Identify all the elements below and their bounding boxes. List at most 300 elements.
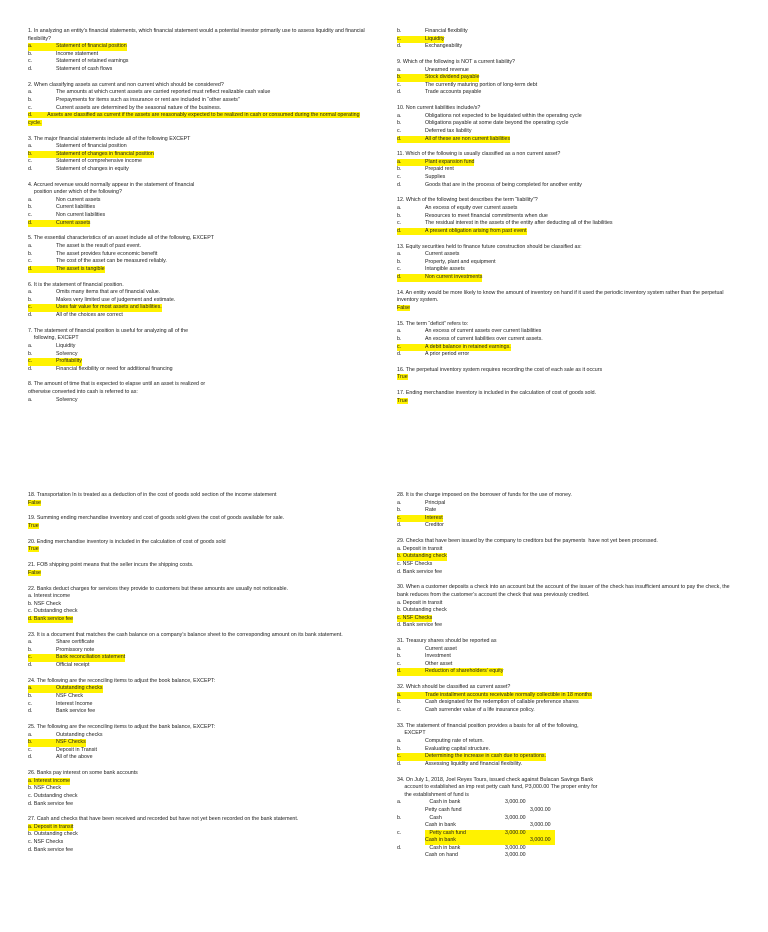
option-b — [397, 213, 742, 221]
option-text: d. Bank service fee — [397, 568, 443, 575]
option-letter: a. — [28, 243, 33, 249]
option-c — [28, 793, 373, 801]
option-a — [397, 546, 742, 554]
account-name: Cash on hand — [425, 852, 458, 859]
option-letter: b. — [28, 350, 33, 357]
question-q2 — [28, 82, 373, 128]
option-text: Omits many items that are of financial value. — [56, 289, 161, 296]
option-text: The amounts at which current assets are carried reported must reflect realizable cash value — [56, 89, 271, 96]
option-a — [28, 639, 373, 647]
option-d — [28, 266, 373, 274]
option-letter: b. — [28, 296, 33, 303]
question-q8b — [397, 28, 742, 51]
answer-value — [397, 398, 742, 406]
question-q21 — [28, 562, 373, 577]
option-b — [28, 647, 373, 655]
option-letter: c. — [397, 707, 402, 713]
option-text: An excess of equity over current assets — [425, 205, 518, 212]
journal-entry-row — [397, 822, 742, 830]
option-letter — [397, 837, 425, 845]
option-text: Outstanding checks — [56, 685, 103, 692]
question-text: 15. The term “deficit” refers to: — [397, 320, 469, 327]
option-a — [28, 824, 373, 832]
option-c — [28, 358, 373, 366]
question-text: 27. Cash and checks that have been received and recorded but have not yet been recorded on the bank statement. — [28, 816, 299, 823]
question-text: 25. The following are the reconciling items to adjust the bank balance, EXCEPT: — [28, 723, 216, 730]
option-text: Liquidity — [425, 35, 445, 42]
option-text: Bank reconciliation statement — [56, 654, 126, 661]
credit-amount: 3,000.00 — [530, 822, 551, 829]
option-text: b. NSF Check — [28, 600, 61, 607]
debit-amount: 3,000.00 — [505, 799, 526, 806]
journal-entry-row — [397, 799, 742, 807]
entry-line — [425, 822, 555, 830]
option-c — [28, 701, 373, 709]
question-text: 34. On July 1, 2018, Joel Reyes Tours, issued check against Bulacan Savings Bank account to established an imp rest petty cash fund, P3,000.00 The proper entry for the establishment of fund is — [397, 776, 598, 798]
option-a — [397, 600, 742, 608]
option-letter: b. — [28, 646, 33, 653]
option-text: Solvency — [56, 350, 78, 357]
question-q15 — [397, 321, 742, 359]
option-text: Determining the increase in cash due to operations. — [425, 753, 547, 760]
option-a — [397, 67, 742, 75]
option-b — [397, 507, 742, 515]
question-q17 — [397, 390, 742, 405]
option-letter: d. — [397, 844, 402, 851]
question-text: 18. Transportation In is treated as a deduction of in the cost of goods sold section of the income statement — [28, 492, 277, 498]
option-letter: a. — [397, 328, 402, 335]
debit-amount: 3,000.00 — [505, 852, 526, 859]
answer-text: True — [397, 397, 408, 404]
option-letter: a. — [28, 143, 33, 150]
option-d — [397, 89, 742, 97]
option-letter: c. — [28, 358, 56, 366]
option-text: Uses fair value for most assets and liabilities. — [56, 304, 162, 311]
option-letter: b. — [28, 151, 56, 159]
option-text: Deferred tax liability — [425, 127, 472, 134]
option-text: b. Outstanding check — [397, 553, 447, 560]
option-letter: a. — [28, 731, 33, 738]
option-b — [397, 74, 742, 82]
option-text: NSF Check — [56, 693, 84, 699]
option-text: c. Outstanding check — [28, 792, 78, 799]
option-letter: c. — [397, 220, 402, 227]
option-b — [28, 785, 373, 793]
option-text: Statement of cash flows — [56, 65, 113, 72]
option-letter: a. — [28, 196, 33, 203]
option-letter: c. — [397, 829, 402, 836]
option-letter: a. — [28, 685, 56, 693]
option-text: b. Outstanding check — [28, 831, 78, 838]
option-text: c. NSF Checks — [397, 614, 433, 621]
option-d — [28, 801, 373, 809]
option-text: Financial flexibility or need for additional financing — [56, 365, 173, 372]
question-q27 — [28, 816, 373, 854]
option-text: Current liabilities — [56, 204, 96, 211]
option-letter: c. — [28, 700, 33, 707]
option-letter: a. — [28, 289, 33, 296]
entry-line — [425, 807, 555, 815]
option-text: d. Assets are classified as current if the assets are reasonably expected to be realized in cash or consumed during the normal operating cycle. — [28, 112, 360, 126]
account-name: Cash in bank — [425, 844, 461, 851]
option-text: Statement of changes in financial position — [56, 150, 154, 157]
option-c — [397, 661, 742, 669]
option-a — [28, 732, 373, 740]
option-text: c. NSF Checks — [28, 839, 64, 846]
question-text: 28. It is the charge imposed on the borrower of funds for the use of money. — [397, 492, 572, 498]
top-right-column — [397, 28, 742, 414]
option-letter: b. — [397, 166, 402, 173]
question-text: 9. Which of the following is NOT a current liability? — [397, 58, 515, 65]
option-letter: b. — [397, 335, 402, 342]
option-letter: a. — [397, 737, 402, 744]
option-b — [28, 601, 373, 609]
option-letter: d. — [397, 522, 402, 529]
option-text: Intangible assets — [425, 266, 465, 273]
option-letter: b. — [397, 74, 425, 82]
question-text: 12. Which of the following best describes the term “liability”? — [397, 197, 538, 204]
option-c — [28, 258, 373, 266]
option-letter: b. — [28, 739, 56, 747]
option-letter: c. — [397, 344, 425, 352]
option-letter: d. — [28, 365, 33, 372]
option-text: Current assets — [425, 251, 460, 258]
answer-value — [28, 523, 373, 531]
option-d — [28, 166, 373, 174]
option-text: Makes very limited use of judgement and estimate. — [56, 296, 176, 303]
option-text: Rate — [425, 507, 437, 514]
answer-text: True — [28, 522, 39, 529]
question-text: 2. When classifying assets as current and non current which should be considered? — [28, 81, 224, 88]
option-b — [28, 251, 373, 259]
option-letter: a. — [28, 89, 33, 96]
entry-line — [425, 845, 555, 853]
option-c — [397, 82, 742, 90]
option-letter: c. — [28, 304, 56, 312]
option-letter: b. — [397, 507, 402, 514]
option-d — [397, 351, 742, 359]
question-q26 — [28, 770, 373, 808]
option-letter: b. — [28, 50, 33, 57]
question-text: 11. Which of the following is usually classified as a non current asset? — [397, 151, 561, 158]
option-text: NSF Checks — [56, 739, 86, 746]
option-a — [397, 646, 742, 654]
option-text: Deposit in Transit — [56, 746, 97, 753]
option-text: Solvency — [56, 396, 78, 403]
credit-amount — [530, 815, 555, 823]
option-letter: b. — [397, 120, 402, 127]
question-text: 30. When a customer deposits a check into an account but the account of the issuer of the check has insufficient amount to pay the check, the bank reduces from the customer’s account the check that was previously credited. — [397, 584, 732, 598]
option-text: The cost of the asset can be measured reliably. — [56, 258, 167, 265]
question-text: 5. The essential characteristics of an asset include all of the following, EXCEPT — [28, 235, 214, 242]
journal-entry-row — [397, 837, 742, 845]
option-d — [397, 228, 742, 236]
option-d — [397, 569, 742, 577]
option-text: Cash designated for the redemption of callable preference shares — [425, 699, 579, 706]
option-text: Statement of financial position — [56, 143, 127, 150]
question-text: 14. An entity would be more likely to know the amount of inventory on hand if it used the periodic inventory system rather than the perpetual inventory system. — [397, 289, 726, 304]
option-letter: c. — [28, 212, 33, 219]
option-text: Reduction of shareholders’ equity — [425, 668, 504, 675]
option-text: Share certificate — [56, 639, 95, 646]
option-letter: a. — [397, 251, 402, 258]
answer-text: True — [28, 546, 39, 553]
option-letter: d. — [28, 708, 33, 715]
option-d — [28, 112, 373, 127]
option-text: d. Bank service fee — [28, 615, 74, 622]
option-letter: d. — [397, 351, 402, 358]
option-text: A present obligation arising from past event — [425, 227, 527, 234]
option-letter: b. — [397, 699, 402, 706]
option-a — [397, 159, 742, 167]
option-b — [397, 259, 742, 267]
option-letter: d. — [28, 311, 33, 318]
option-c — [397, 515, 742, 523]
option-b — [28, 97, 373, 105]
option-text: b. Outstanding check — [397, 607, 447, 614]
question-q25 — [28, 724, 373, 762]
debit-amount — [505, 837, 530, 845]
option-b — [28, 351, 373, 359]
option-letter: b. — [397, 258, 402, 265]
question-text: 24. The following are the reconciling items to adjust the book balance, EXCEPT: — [28, 677, 216, 684]
option-d — [28, 66, 373, 74]
option-text: Statement of comprehensive income — [56, 158, 142, 165]
option-letter: d. — [397, 181, 402, 188]
option-text: a. Interest income — [28, 777, 71, 784]
credit-amount: 3,000.00 — [530, 837, 551, 844]
option-letter: b. — [28, 250, 33, 257]
option-b — [28, 831, 373, 839]
option-letter: c. — [28, 104, 33, 111]
question-q16 — [397, 367, 742, 382]
option-text: Current asset — [425, 645, 457, 652]
question-text: 26. Banks pay interest on some bank accounts — [28, 770, 138, 777]
option-letter: d. — [397, 228, 425, 236]
question-text: 19. Summing ending merchandise inventory and cost of goods sold gives the cost of goods available for sale. — [28, 515, 285, 522]
option-text: Exchangeability — [425, 43, 463, 50]
option-text: Trade installment accounts receivable normally collectible in 18 months — [425, 691, 592, 698]
option-d — [397, 761, 742, 769]
option-letter: a. — [397, 205, 402, 212]
question-text: 4. Accrued revenue would normally appear in the statement of financial position under which of the following? — [28, 181, 195, 196]
option-text: d. Bank service fee — [28, 846, 74, 853]
question-text: 22. Banks deduct charges for services they provide to customers but these amounts are usually not noticeable. — [28, 585, 288, 592]
answer-value — [397, 374, 742, 382]
option-text: The asset is tangible — [56, 265, 105, 272]
journal-entry-row — [397, 830, 742, 838]
question-text: 33. The statement of financial position provides a basis for all of the following, EXCEPT — [397, 722, 579, 737]
option-text: Stock dividend payable — [425, 74, 480, 81]
account-name: Cash in bank — [425, 799, 461, 806]
question-text: 21. FOB shipping point means that the seller incurs the shipping costs. — [28, 562, 194, 569]
option-a — [28, 43, 373, 51]
option-text: Assessing liquidity and financial flexibility. — [425, 760, 523, 767]
option-a — [28, 593, 373, 601]
option-a — [397, 738, 742, 746]
option-c — [28, 747, 373, 755]
option-a — [28, 778, 373, 786]
account-name: Cash in bank — [425, 837, 456, 844]
question-text: 3. The major financial statements include all of the following EXCEPT — [28, 135, 191, 142]
option-c — [397, 753, 742, 761]
option-text: All of the above — [56, 754, 93, 761]
option-d — [397, 274, 742, 282]
option-c — [28, 608, 373, 616]
credit-amount — [530, 830, 555, 838]
question-q31 — [397, 638, 742, 676]
option-text: Interest — [425, 514, 443, 521]
option-letter: c. — [397, 753, 425, 761]
option-c — [28, 304, 373, 312]
option-letter: b. — [397, 814, 402, 821]
option-text: a. Deposit in transit — [397, 599, 443, 606]
option-letter — [397, 822, 425, 830]
question-q24 — [28, 678, 373, 716]
option-text: Evaluating capital structure. — [425, 745, 491, 752]
question-text: 13. Equity securities held to finance future construction should be classified as: — [397, 243, 582, 250]
option-a — [28, 685, 373, 693]
option-d — [28, 312, 373, 320]
option-letter: b. — [28, 96, 33, 103]
option-letter: c. — [397, 266, 402, 273]
option-letter: a. — [28, 639, 33, 646]
option-d — [28, 708, 373, 716]
option-d — [397, 522, 742, 530]
option-text: The residual interest in the assets of the entity after deducting all of the liabilities — [425, 220, 613, 227]
option-letter: c. — [28, 654, 56, 662]
option-c — [28, 654, 373, 662]
option-d — [28, 220, 373, 228]
option-a — [397, 328, 742, 336]
question-q1 — [28, 28, 373, 74]
option-b — [397, 607, 742, 615]
option-text: Statement of financial position — [56, 43, 127, 50]
option-text: Obligations payable at some date beyond the operating cycle — [425, 120, 569, 127]
question-text: 1. In analyzing an entity’s financial statements, which financial statement would a potential investor primarily use to assess liquidity and financial flexibility? — [28, 28, 367, 42]
answer-text: False — [28, 499, 41, 506]
option-letter: d. — [397, 760, 402, 767]
option-letter: d. — [397, 43, 402, 50]
option-text: Trade accounts payable — [425, 89, 482, 96]
bottom-left-column — [28, 492, 373, 862]
option-text: Outstanding checks — [56, 731, 103, 738]
question-text: 20. Ending merchandise inventory is included in the calculation of cost of goods sold — [28, 538, 226, 545]
option-letter: b. — [397, 653, 402, 660]
entry-line — [425, 852, 555, 860]
option-b — [397, 746, 742, 754]
option-letter: a. — [397, 692, 425, 700]
option-text: Current assets — [56, 219, 91, 226]
option-text: Property, plant and equipment — [425, 258, 496, 265]
option-b — [28, 204, 373, 212]
option-text: Plant expansion fund — [425, 158, 475, 165]
debit-amount — [505, 807, 530, 815]
option-a — [28, 89, 373, 97]
option-text: Profitability — [56, 358, 82, 365]
bottom-right-column — [397, 492, 742, 868]
option-c — [397, 615, 742, 623]
option-letter: d. — [28, 662, 33, 669]
option-text: The asset provides future economic benefit — [56, 250, 158, 257]
question-q12 — [397, 197, 742, 235]
option-d — [28, 847, 373, 855]
question-q9 — [397, 59, 742, 97]
option-d — [397, 668, 742, 676]
option-text: Bank service fee — [56, 708, 96, 715]
question-q10 — [397, 105, 742, 143]
option-a — [28, 243, 373, 251]
option-text: Interest Income — [56, 700, 93, 707]
option-letter: a. — [397, 499, 402, 506]
option-letter: a. — [28, 396, 33, 403]
account-name: Cash — [425, 814, 442, 821]
option-text: Non current liabilities — [56, 212, 106, 219]
option-b — [397, 336, 742, 344]
option-a — [28, 343, 373, 351]
option-d — [397, 182, 742, 190]
option-text: Current assets are determined by the seasonal nature of the business. — [56, 104, 222, 111]
option-text: Statement of retained earnings — [56, 58, 129, 65]
top-left-column — [28, 28, 373, 412]
question-text: 10. Non current liabilities include/s? — [397, 105, 481, 112]
question-text: 31. Treasury shares should be reported as — [397, 638, 497, 645]
option-text: Cash surrender value of a life insurance policy. — [425, 707, 535, 713]
option-text: Statement of changes in equity — [56, 165, 129, 172]
question-text: 16. The perpetual inventory system requires recording the cost of each sale as it occurs — [397, 366, 603, 373]
option-c — [28, 58, 373, 66]
debit-amount: 3,000.00 — [505, 844, 526, 851]
option-text: An excess of current liabilities over current assets. — [425, 335, 543, 342]
option-text: Promissory note — [56, 646, 95, 653]
option-b — [397, 28, 742, 36]
option-letter: c. — [397, 81, 402, 88]
option-d — [28, 754, 373, 762]
option-letter: c. — [397, 174, 402, 181]
account-name: Petty cash fund — [425, 806, 462, 813]
option-letter: c. — [28, 746, 33, 753]
option-d — [28, 366, 373, 374]
credit-amount — [530, 845, 555, 853]
option-a — [397, 500, 742, 508]
option-letter: d. — [397, 136, 425, 144]
option-d — [28, 662, 373, 670]
option-text: a. Deposit in transit — [28, 823, 74, 830]
option-text: All of the choices are correct — [56, 311, 123, 318]
option-c — [397, 561, 742, 569]
answer-value — [28, 546, 373, 554]
option-letter: a. — [397, 645, 402, 652]
option-a — [28, 197, 373, 205]
option-letter: d. — [28, 754, 33, 761]
option-b — [28, 51, 373, 59]
option-d — [397, 622, 742, 630]
option-text: Prepayments for items such as insurance or rent are included in “other assets” — [56, 96, 240, 103]
option-letter: d. — [28, 266, 56, 274]
option-b — [397, 553, 742, 561]
option-letter: b. — [397, 212, 402, 219]
question-q33 — [397, 723, 742, 769]
journal-entry-row — [397, 815, 742, 823]
option-c — [397, 174, 742, 182]
option-text: Unearned revenue — [425, 66, 469, 73]
option-letter: d. — [28, 165, 33, 172]
question-q7 — [28, 328, 373, 374]
option-c — [28, 839, 373, 847]
option-c — [397, 220, 742, 228]
option-b — [28, 693, 373, 701]
option-text: An excess of current assets over current liabilities — [425, 328, 542, 335]
